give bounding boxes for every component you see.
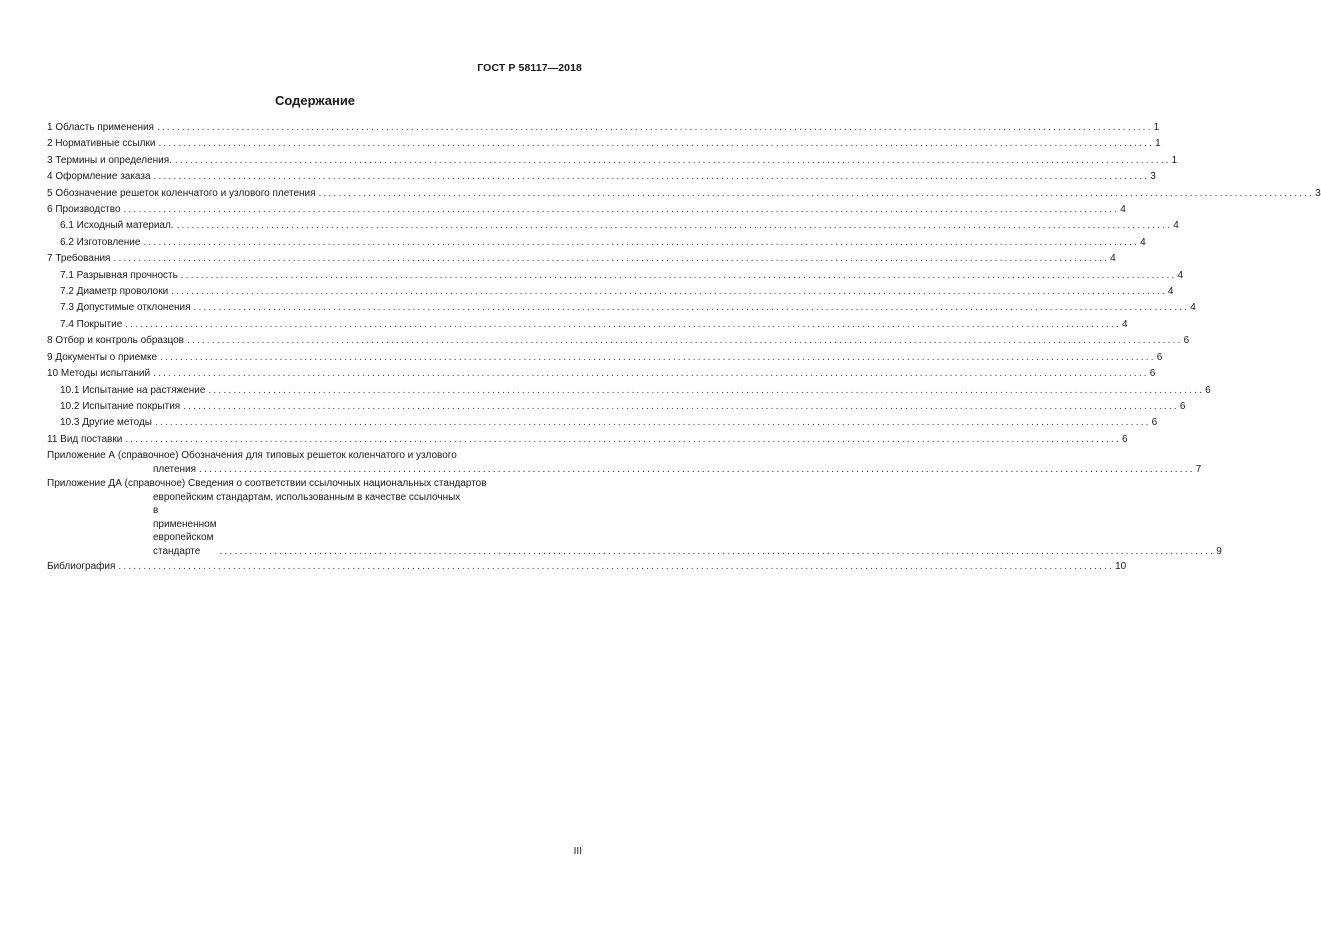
toc-entry-label: 10.3 Другие методы	[60, 417, 152, 429]
page-number: III	[573, 846, 582, 857]
toc-entry-label: 6.1 Исходный материал.	[60, 220, 174, 232]
toc-entry-label: 7 Требования	[47, 253, 111, 265]
toc-entry-page: 1	[1153, 122, 1160, 133]
dot-leader: ........................................................................................................................................................................................................	[125, 433, 1121, 445]
appendix-da-line3: в примененном европейском стандарте	[153, 505, 217, 557]
toc-entry-label: Библиография	[47, 561, 116, 573]
dot-leader: ........................................................................................................................................................................................................	[156, 122, 1153, 133]
toc-subentry[interactable]	[47, 300, 1196, 316]
dot-leader: ........................................................................................................................................................................................................	[199, 463, 1195, 475]
toc-entry-label: 10 Методы испытаний	[47, 368, 151, 380]
document-code: ГОСТ Р 58117—2018	[477, 62, 582, 74]
toc-entry[interactable]	[47, 120, 1160, 136]
dot-leader: ........................................................................................................................................................................................................	[208, 384, 1205, 396]
toc-entry[interactable]	[47, 432, 1128, 448]
toc-entry-label: 8 Отбор и контроль образцов	[47, 335, 184, 347]
dot-leader: ........................................................................................................................................................................................................	[180, 269, 1177, 281]
toc-entry-label: 10.2 Испытание покрытия	[60, 400, 181, 412]
dot-leader: ........................................................................................................................................................................................................	[193, 302, 1190, 314]
toc-entry-label: 5 Обозначение решеток коленчатого и узлового плетения	[47, 187, 316, 199]
toc-entry[interactable]	[47, 169, 1156, 185]
toc-subentry[interactable]	[47, 235, 1146, 251]
toc-entry-page: 4	[1167, 286, 1174, 298]
toc-entry-page: 9	[1216, 545, 1222, 557]
toc-entry-page: 6	[1151, 417, 1158, 429]
toc-entry-label: 7.1 Разрывная прочность	[60, 269, 178, 281]
toc-entry-page: 3	[1315, 187, 1321, 199]
toc-entry-page: 4	[1173, 220, 1179, 232]
dot-leader: ........................................................................................................................................................................................................	[153, 171, 1150, 183]
toc-subentry[interactable]	[47, 399, 1186, 415]
toc-entry[interactable]	[47, 153, 1178, 169]
toc-entry-label: 9 Документы о приемке	[47, 351, 158, 363]
dot-leader: ........................................................................................................................................................................................................	[171, 286, 1167, 298]
toc-entry-page: 10	[1115, 561, 1127, 573]
toc-entry-label: 6.2 Изготовление	[60, 236, 141, 248]
toc-entry-label: 11 Вид поставки	[47, 433, 123, 445]
toc-bibliography[interactable]	[47, 559, 1127, 575]
dot-leader: ........................................................................................................................................................................................................	[143, 236, 1140, 248]
toc-entry-page: 1	[1171, 154, 1178, 166]
toc-entry-page: 7	[1195, 463, 1202, 475]
toc-entry-label: 6 Производство	[47, 204, 121, 216]
dot-leader: ........................................................................................................................................................................................................	[123, 204, 1120, 216]
dot-leader: ........................................................................................................................................................................................................	[113, 253, 1110, 265]
toc-entry[interactable]	[47, 186, 1321, 202]
toc-subentry[interactable]	[47, 415, 1158, 431]
dot-leader: ........................................................................................................................................................................................................	[183, 400, 1179, 412]
toc-appendix-a[interactable]	[47, 449, 1202, 476]
toc-subentry[interactable]	[47, 218, 1179, 234]
toc-entry-label: 4 Оформление заказа	[47, 171, 151, 183]
toc-entry-page: 1	[1155, 138, 1161, 150]
dot-leader: ........................................................................................................................................................................................................	[118, 561, 1115, 573]
dot-leader: ........................................................................................................................................................................................................	[160, 351, 1156, 363]
toc-entry-page: 6	[1179, 400, 1186, 412]
table-of-contents	[47, 120, 1321, 576]
toc-entry-page: 3	[1150, 171, 1156, 183]
dot-leader: ........................................................................................................................................................................................................	[176, 220, 1173, 232]
toc-entry-label: 10.1 Испытание на растяжение	[60, 384, 206, 396]
toc-entry-page: 6	[1183, 335, 1190, 347]
toc-title: Содержание	[274, 93, 356, 108]
toc-entry-page: 4	[1140, 236, 1146, 248]
toc-entry-label: 7.2 Диаметр проволоки	[60, 286, 169, 298]
appendix-da-line2: европейским стандартам, использованным в качестве ссылочных	[153, 491, 461, 503]
toc-entry[interactable]	[47, 136, 1161, 152]
dot-leader: ........................................................................................................................................................................................................	[186, 335, 1183, 347]
toc-subentry[interactable]	[47, 284, 1174, 300]
dot-leader: ........................................................................................................................................................................................................	[219, 545, 1216, 557]
toc-entry-label: 3 Термины и определения.	[47, 154, 172, 166]
toc-subentry[interactable]	[47, 317, 1128, 333]
toc-entry-label: 1 Область применения	[47, 122, 154, 133]
appendix-a-line1: Приложение А (справочное) Обозначения для типовых решеток коленчатого и узлового	[47, 450, 457, 462]
toc-entry-page: 6	[1205, 384, 1211, 396]
toc-entry-page: 4	[1121, 318, 1128, 330]
toc-entry-label: 7.4 Покрытие	[60, 318, 123, 330]
appendix-da-line1: Приложение ДА (справочное) Сведения о соответствии ссылочных национальных стандартов	[47, 478, 487, 490]
toc-entry-page: 4	[1190, 302, 1196, 314]
appendix-a-line2: плетения	[153, 463, 197, 475]
dot-leader: ........................................................................................................................................................................................................	[154, 417, 1151, 429]
toc-entry[interactable]	[47, 251, 1116, 267]
toc-entry-label: 2 Нормативные ссылки	[47, 138, 156, 150]
dot-leader: ........................................................................................................................................................................................................	[174, 154, 1171, 166]
toc-entry[interactable]	[47, 350, 1163, 366]
toc-entry-page: 4	[1110, 253, 1116, 265]
toc-entry-page: 4	[1177, 269, 1184, 281]
toc-entry[interactable]	[47, 202, 1126, 218]
dot-leader: ........................................................................................................................................................................................................	[158, 138, 1155, 150]
toc-entry-page: 6	[1121, 433, 1128, 445]
toc-entry[interactable]	[47, 333, 1190, 349]
toc-subentry[interactable]	[47, 268, 1184, 284]
dot-leader: ........................................................................................................................................................................................................	[125, 318, 1121, 330]
toc-appendix-da[interactable]	[47, 477, 1222, 558]
toc-entry-page: 6	[1156, 351, 1163, 363]
toc-subentry[interactable]	[47, 383, 1211, 399]
toc-entry-page: 6	[1149, 368, 1156, 380]
dot-leader: ........................................................................................................................................................................................................	[318, 187, 1315, 199]
toc-entry[interactable]	[47, 366, 1156, 382]
toc-entry-label: 7.3 Допустимые отклонения	[60, 302, 191, 314]
toc-entry-page: 4	[1120, 204, 1126, 216]
dot-leader: ........................................................................................................................................................................................................	[153, 368, 1149, 380]
